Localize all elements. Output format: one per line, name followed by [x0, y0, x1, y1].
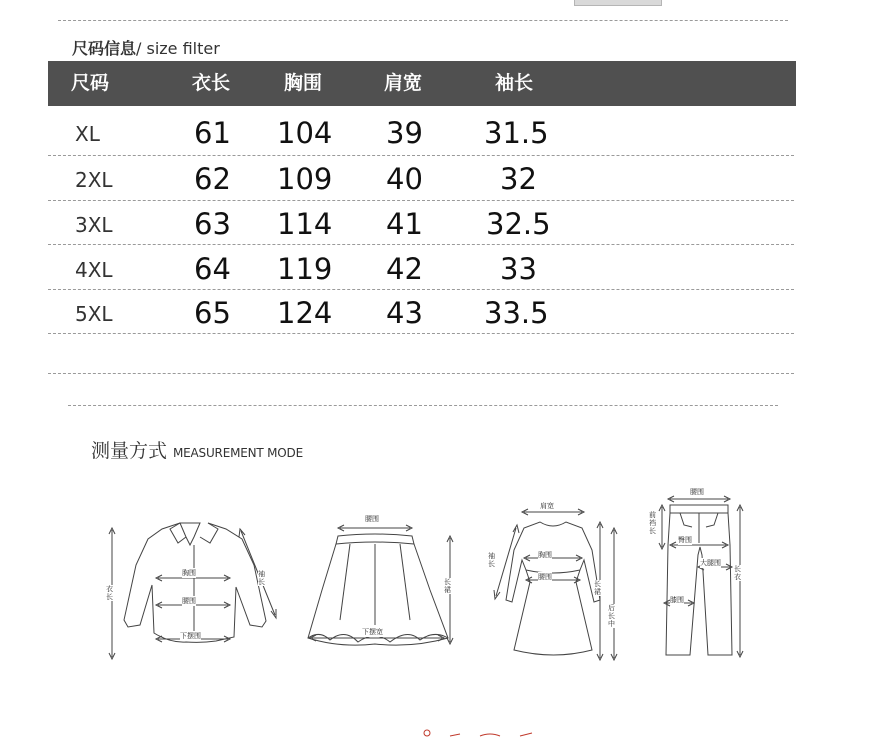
bottom-cropped-decoration — [420, 722, 560, 731]
cell-length: 65 — [194, 296, 231, 330]
cell-shoulder: 40 — [386, 162, 423, 196]
divider-top — [58, 20, 788, 21]
cell-shoulder: 41 — [386, 207, 423, 241]
cell-length: 61 — [194, 116, 231, 150]
cell-sleeve: 32 — [500, 162, 537, 196]
cell-length: 64 — [194, 252, 231, 286]
cell-bust: 119 — [277, 252, 333, 286]
pants-diagram — [640, 485, 750, 660]
cell-shoulder: 42 — [386, 252, 423, 286]
pants-thigh-label: 大腿围 — [700, 559, 721, 567]
cell-size: 5XL — [75, 302, 113, 326]
dress-diagram — [482, 500, 622, 665]
skirt-diagram — [300, 510, 460, 660]
header-shoulder: 肩宽 — [384, 72, 423, 94]
cell-shoulder: 43 — [386, 296, 423, 330]
top-cropped-element — [574, 0, 662, 6]
measurement-title — [91, 436, 303, 463]
size-title-cn: 尺码信息 — [72, 39, 137, 58]
cell-size: 2XL — [75, 168, 113, 192]
table-row — [48, 201, 796, 245]
row-divider — [48, 373, 794, 374]
size-section-title — [72, 36, 220, 59]
dress-bust-label: 胸围 — [538, 551, 552, 559]
table-row — [48, 110, 796, 154]
header-sleeve: 袖长 — [495, 72, 534, 94]
cell-length: 63 — [194, 207, 231, 241]
table-row — [48, 290, 796, 334]
cell-size: XL — [75, 122, 100, 146]
cell-shoulder: 39 — [386, 116, 423, 150]
skirt-length-label: 长裙 — [444, 578, 456, 594]
section-divider — [68, 405, 778, 406]
cell-bust: 109 — [277, 162, 333, 196]
cell-bust: 104 — [277, 116, 333, 150]
measurement-title-cn: 测量方式 — [91, 440, 168, 462]
pants-hip-label: 臀围 — [678, 536, 692, 544]
skirt-hem-label: 下摆宽 — [362, 628, 383, 636]
header-size: 尺码 — [71, 72, 110, 94]
cell-sleeve: 31.5 — [484, 116, 549, 150]
pants-waist-label: 腰围 — [690, 488, 704, 496]
cell-sleeve: 33 — [500, 252, 537, 286]
cell-size: 4XL — [75, 258, 113, 282]
table-row — [48, 156, 796, 200]
dress-back-center-label: 后长中 — [608, 604, 618, 628]
cell-length: 62 — [194, 162, 231, 196]
cell-sleeve: 32.5 — [486, 207, 551, 241]
shirt-diagram — [100, 515, 285, 665]
shirt-length-label: 衣长 — [106, 585, 118, 601]
header-length: 衣长 — [192, 72, 231, 94]
cell-sleeve: 33.5 — [484, 296, 549, 330]
table-row — [48, 246, 796, 290]
pants-front-rise-label: 前裆长 — [649, 511, 659, 535]
dress-shoulder-label: 肩宽 — [540, 502, 554, 510]
dress-waist-label: 腰围 — [538, 573, 552, 581]
skirt-waist-label: 腰围 — [365, 515, 379, 523]
dress-length-label: 长裙 — [594, 580, 606, 596]
shirt-waist-label: 腰围 — [182, 597, 196, 605]
shirt-hem-label: 下摆围 — [180, 632, 201, 640]
measurement-title-en: MEASUREMENT MODE — [173, 446, 303, 460]
cell-bust: 124 — [277, 296, 333, 330]
cell-bust: 114 — [277, 207, 333, 241]
row-divider — [48, 333, 794, 334]
size-table-header — [48, 61, 796, 106]
dress-sleeve-label: 袖长 — [488, 552, 498, 568]
header-bust: 胸围 — [284, 72, 323, 94]
pants-knee-label: 膝围 — [670, 596, 684, 604]
size-title-en: / size filter — [136, 39, 220, 58]
row-divider — [48, 244, 794, 245]
shirt-bust-label: 胸围 — [182, 569, 196, 577]
shirt-sleeve-label: 袖长 — [258, 570, 268, 586]
cell-size: 3XL — [75, 213, 113, 237]
pants-length-label: 长衣 — [734, 565, 744, 581]
